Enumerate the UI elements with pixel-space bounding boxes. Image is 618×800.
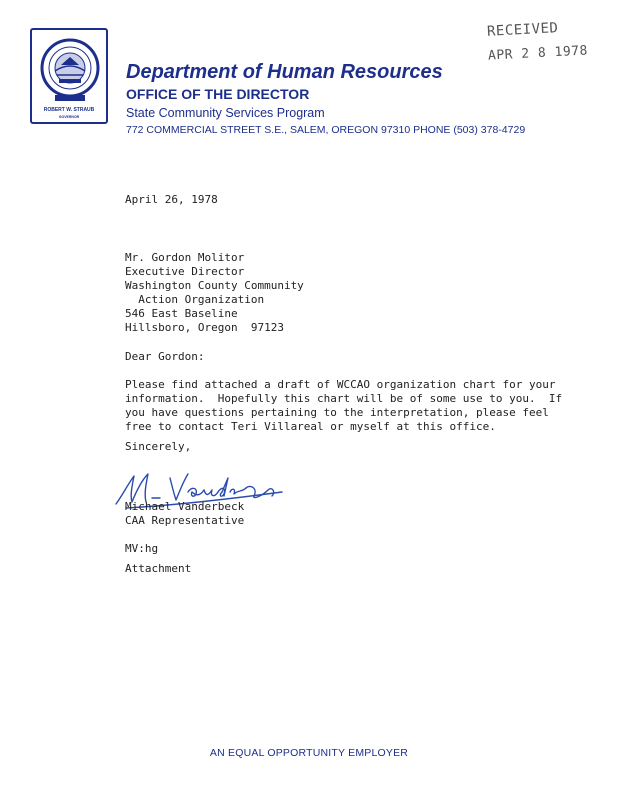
letterhead-address: 772 COMMERCIAL STREET S.E., SALEM, OREGON 97310 PHONE (503) 378-4729 [126, 124, 526, 136]
governor-title: GOVERNOR [58, 115, 80, 119]
letter-date: April 26, 1978 [125, 193, 218, 206]
enclosure-notation: Attachment [125, 562, 192, 575]
footer-equal-opportunity: AN EQUAL OPPORTUNITY EMPLOYER [209, 747, 409, 759]
body-paragraph: Please find attached a draft of WCCAO organization chart for your information. Hopefully this chart will be of some use to you. If you have questions pertaining to the interpretation, please feel free to contact Teri Villareal or myself at this office. [125, 378, 563, 433]
received-stamp-date: APR 2 8 1978 [487, 43, 589, 64]
program-name: State Community Services Program [126, 106, 325, 120]
closing: Sincerely, [125, 440, 192, 453]
recipient-address-block: Mr. Gordon Molitor Executive Director Washington County Community Action Organization 546 East Baseline Hillsboro, Oregon 97123 [125, 251, 304, 334]
typist-initials: MV:hg [125, 542, 159, 555]
received-stamp-label: RECEIVED [486, 20, 559, 40]
signer-name-title: Michael Vanderbeck CAA Representative [125, 500, 245, 527]
governor-name: ROBERT W. STRAUB [43, 107, 95, 113]
office-name: OFFICE OF THE DIRECTOR [126, 86, 310, 102]
department-name: Department of Human Resources [126, 61, 443, 83]
oregon-seal-box [30, 28, 108, 124]
salutation: Dear Gordon: [125, 350, 205, 363]
oregon-state-seal-icon [39, 35, 101, 105]
